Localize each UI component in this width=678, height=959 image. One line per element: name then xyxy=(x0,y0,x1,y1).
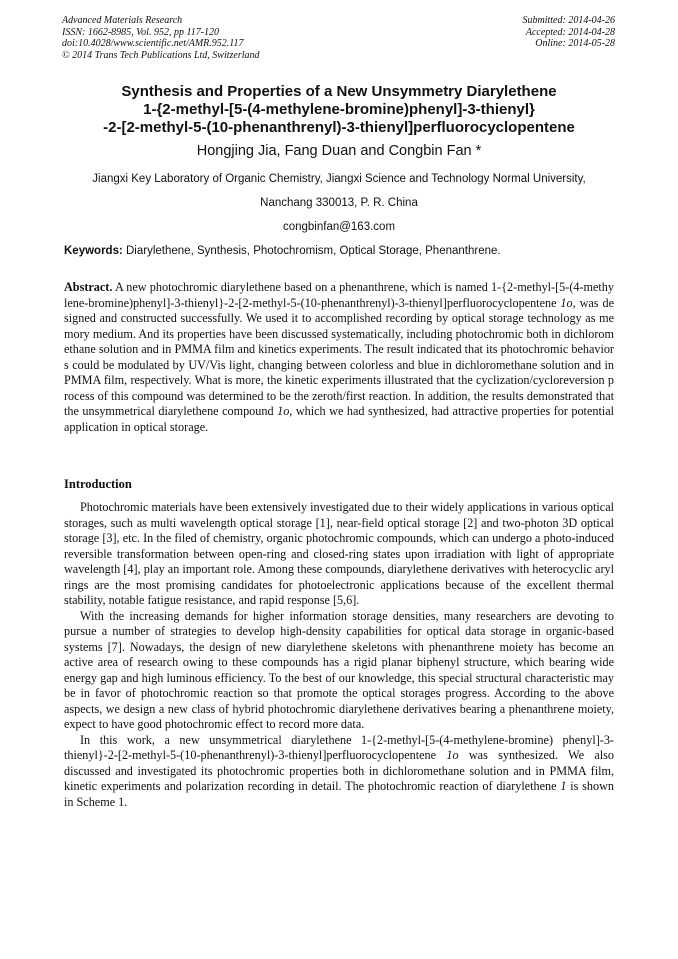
paper-title xyxy=(40,83,638,137)
intro-p3-text-1: In this work, a new unsymmetrical diarylethene 1-{2-methyl-[5-(4-methylene-bromine) phenyl]-3-thienyl}-2-[2-methyl-5-(10-phenanthrenyl)-3-thienyl]perfluorocyclopentene xyxy=(64,732,614,762)
introduction-body xyxy=(64,500,614,810)
email[interactable]: congbinfan@163.com xyxy=(282,221,396,233)
intro-p3-text-2: was synthesized. We also discussed and investigated its photochromic properties both in dichloromethane solution and in PMMA film, kinetic experiments and polarization recording in detail. The photochromic reaction of diarylethene xyxy=(64,748,615,793)
author-list: Hongjing Jia, Fang Duan and Congbin Fan * xyxy=(196,143,482,159)
abstract-text-3: , which we had synthesized, had attractive properties for potential application in optical storage. xyxy=(64,404,615,434)
affiliation-line-2: Nanchang 330013, P. R. China xyxy=(260,197,418,209)
issn-line: ISSN: 1662-8985, Vol. 952, pp 117-120 xyxy=(62,26,220,38)
intro-p3-text-3: is shown in Scheme 1. xyxy=(64,779,615,809)
keywords-label: Keywords: xyxy=(64,245,123,257)
doi-line: doi:10.4028/www.scientific.net/AMR.952.117 xyxy=(62,38,244,49)
affiliation xyxy=(40,167,638,239)
title-line-3: -2-[2-methyl-5-(10-phenanthrenyl)-3-thienyl]perfluorocyclopentene xyxy=(103,119,575,136)
compound-label-2: 1o xyxy=(277,404,290,418)
abstract-label: Abstract. xyxy=(64,280,113,294)
intro-paragraph-2: With the increasing demands for higher information storage densities, many researchers are devoting to pursue a number of strategies to develop high-density capabilities for optical data storage in organic-based systems [7]. Nowadays, the design of new diarylethene skeletons with phenanthrene moiety has become an active area of research owing to these compounds has a rigid planar biphenyl structure, which bearing wide energy gap and high luminous efficiency. To the best of our knowledge, this special structural characteristic may be in favor of photochromic reaction so that promote the optical storages progress. According to the above aspects, we design a new class of hybrid photochromic diarylethene derivatives bearing a phenanthrene moiety, expect to have good photochromic effect to record more data. xyxy=(64,608,614,731)
abstract-text-2: , was designed and constructed successfully. We used it to accomplished recording by optical storage technology as memory medium. And its properties have been discussed systematically, including photochromic both in dichloromethane solution and in PMMA film and kinetics experiments. The result indicated that its photochromic behaviors could be modulated by UV/Vis light, changing between colorless and blue in dichloromethane solution and in PMMA film, respectively. What is more, the kinetic experiments illustrated that the cyclization/cycloreversion process of this compound was determined to be the zeroth/first reaction. In addition, the results demonstrated that the unsymmetrical diarylethene compound xyxy=(64,295,614,418)
keywords-text: Diarylethene, Synthesis, Photochromism, Optical Storage, Phenanthrene. xyxy=(126,245,501,257)
intro-paragraph-1: Photochromic materials have been extensively investigated due to their widely applications in various optical storages, such as multi wavelength optical storage [1], near-field optical storage [2] and two-photon 3D optical storage [3], etc. In the filed of chemistry, organic photochromic compounds, which can undergo a photo-induced reversible transformation between open-ring and closed-ring states upon irradiation with light of appropriate wavelength [4], play an important role. Among these compounds, diarylethene derivatives with heterocyclic aryl rings are the most promising candidates for photoelectronic applications because of the excellent thermal stability, notable fatigue resistance, and rapid response [5,6]. xyxy=(64,500,614,607)
affiliation-line-1: Jiangxi Key Laboratory of Organic Chemistry, Jiangxi Science and Technology Normal University, xyxy=(92,173,586,185)
journal-header xyxy=(62,15,260,61)
accepted-date: Accepted: 2014-04-28 xyxy=(525,26,615,38)
title-line-2: 1-{2-methyl-[5-(4-methylene-bromine)phenyl]-3-thienyl} xyxy=(143,101,535,118)
abstract xyxy=(64,280,614,435)
introduction-heading: Introduction xyxy=(64,477,132,491)
compound-label-4: 1 xyxy=(560,779,567,793)
title-line-1: Synthesis and Properties of a New Unsymmetry Diarylethene xyxy=(121,83,557,100)
journal-name: Advanced Materials Research xyxy=(62,15,183,26)
submitted-date: Submitted: 2014-04-26 xyxy=(522,15,615,26)
compound-label-3: 1o xyxy=(446,748,459,762)
dates-header xyxy=(523,15,616,50)
compound-label: 1o xyxy=(560,295,573,310)
copyright-line: © 2014 Trans Tech Publications Ltd, Switzerland xyxy=(62,49,260,61)
online-date: Online: 2014-05-28 xyxy=(535,38,615,49)
intro-paragraph-3 xyxy=(64,733,614,811)
abstract-text-1: A new photochromic diarylethene based on a phenanthrene, which is named 1-{2-methyl-[5-(4-methylene-bromine)phenyl]-3-thienyl}-2-[2-methyl-5-(10-phenanthrenyl)-3-thienyl]perfluorocyclopentene xyxy=(64,280,614,310)
keywords xyxy=(64,244,616,259)
